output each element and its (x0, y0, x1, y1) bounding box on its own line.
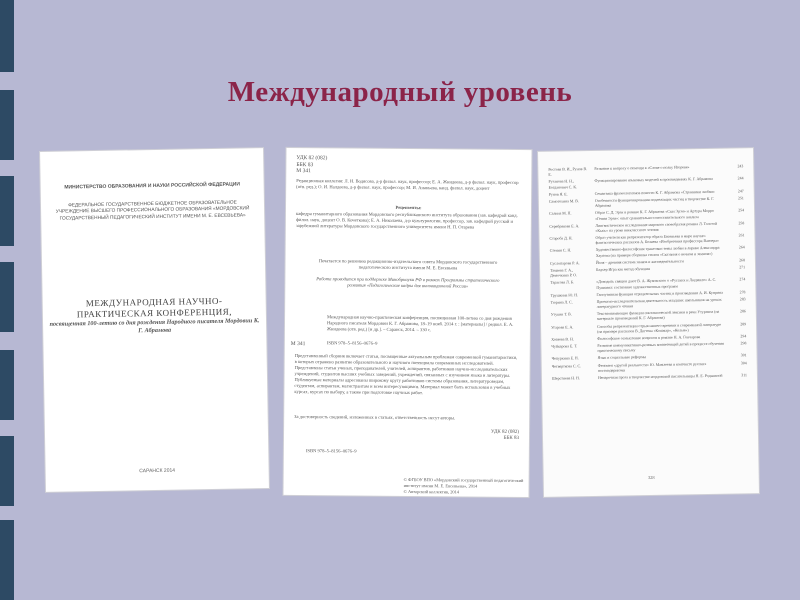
page-ref: 304 (740, 360, 747, 365)
author-name: Утукин Т. В. (550, 312, 572, 317)
contents-row (548, 164, 743, 178)
editorial-board: Редакционная коллегия: Л. Н. Водясова, д-р филол. наук, профессор; Е. А. Жиндеева, д-р филол. наук, профессор (отв. ред.); О. И. Налдеева, д-р филол. наук, профессор; М. И. Ананьева, канд. филол. наук, доцент (296, 178, 519, 191)
article-title: Образ С. Д. Эрзи в романе К. Г. Абрамова «Сын Эрзи» и Артура Морро «Гении Эрзи»: опыт сравнительно-сопоставительного анализа (595, 209, 714, 221)
article-title: Художественно-философские трактовки темы любви в лирике Александра Хаупова (на примере сборника стихов «Сказания о вечном и земном») (595, 246, 720, 258)
author-name: Суслопарова Р. А. (549, 261, 580, 266)
author-name: Самотохина М. В. (548, 199, 579, 204)
side-tab (0, 0, 14, 72)
article-title: Образ учителя как репрезентатор образа Евсевьева в мире научно-фантастических рассказов А. Беляева «Изобретения профессора Вагнера» (595, 234, 719, 246)
author-name: Четверткова С. С. (551, 363, 582, 369)
page-ref: 264 (738, 245, 745, 250)
page-ref: 251 (737, 196, 744, 201)
page-ref: 271 (739, 265, 746, 270)
conference-title: МЕЖДУНАРОДНАЯ НАУЧНО-ПРАКТИЧЕСКАЯ КОНФЕРЕНЦИЯ, (76, 295, 233, 320)
publication-city-year: САРАНСК 2014 (139, 467, 176, 475)
document-contents-page (538, 148, 759, 497)
publication-note: Печатается по решению редакционно-издательского совета Мордовского государственного педагогического института имени М. Е. Евсевьева (318, 258, 498, 271)
side-tab (0, 350, 14, 420)
page-ref: 283 (739, 297, 746, 302)
author-name: Хотяева В. Н. (551, 337, 574, 342)
reviewers-label: Рецензенты: (395, 204, 422, 211)
contents-table (548, 164, 747, 383)
ministry-header: МИНИСТЕРСТВО ОБРАЗОВАНИЯ И НАУКИ РОССИЙСКОЙ ФЕДЕРАЦИИ (64, 181, 240, 191)
article-title: Развитие коммуникативно-речевых компетенций детей в процессе обучения практическому письму (597, 341, 724, 354)
author-name: Рунов Я. Е. (548, 192, 568, 197)
page-ref: 278 (739, 290, 746, 295)
page-ref: 274 (739, 277, 746, 282)
copyright (404, 477, 529, 495)
side-tab (0, 520, 14, 600)
article-title: Проектно-исследовательская деятельность младших школьников на уроках литературного чтения (596, 297, 722, 309)
contents-row (548, 177, 743, 191)
article-title: Феномен «другой реальности» Ю. Мамлеева в контексте русских постмодернизма (597, 361, 707, 373)
author-name: Салина М. П. (549, 211, 572, 216)
article-title: Йоля – древняя система знаков и жизнедеятельности (595, 259, 684, 265)
side-tab (0, 436, 14, 506)
article-title: «Доводить священ дают В. А. Жуковского о «Русских и Людмиле» А. С. Пушкина: состязание художественных программ (596, 278, 717, 290)
classification-codes (296, 155, 327, 175)
copyright-institute: © ФГБОУ ВПО «Мордовский государственный педагогический институт имени М. Е. Евсевьева», 2014 (403, 476, 524, 489)
page-ref: 286 (739, 309, 746, 314)
article-title: Особенности функционирования подлежащих частиц в творчестве К. Г. Абрамова (594, 196, 715, 209)
slide-title: Международный уровень (227, 76, 573, 108)
author-name: Шерстнева Н. Н. (551, 376, 580, 381)
article-title: Ганнутивная функция отрицательных частиц в произведении А. И. Куприна (596, 290, 723, 297)
author-name: Тамаева Г. А., Демочкина Р. О. (550, 268, 578, 278)
article-title: Язык и социальные реформы (597, 355, 647, 361)
author-name: Тюрина Л. С. (550, 300, 573, 305)
classification-codes-2 (491, 430, 519, 442)
side-tab (0, 262, 14, 332)
author-name: Чуйкарова Е. Т. (551, 344, 578, 349)
article-title: Текстпонимающие функции синтаксической лексики в речи Утургина (на материале произведений К. Г. Абрамова) (596, 309, 720, 322)
bbk-code-2: ББК 83 (503, 435, 520, 441)
article-title: Философское осмысление вопросов в романе Н. А. Гончарова (597, 335, 701, 341)
page-ref: 301 (740, 353, 747, 358)
author-name: Рузанова Н. Н., Богданович С. К. (548, 179, 577, 190)
article-title: Функционирование языковых моделей в произведениях К. Г. Абрамова (594, 177, 713, 184)
page-ref: 258 (738, 220, 745, 226)
author-name: Ростова В. И., Рунов В. Е. (548, 167, 588, 178)
institution-name: ФЕДЕРАЛЬНОЕ ГОСУДАРСТВЕННОЕ БЮДЖЕТНОЕ ОБРАЗОВАТЕЛЬНОЕ УЧРЕЖДЕНИЕ ВЫСШЕГО ПРОФЕССИОНАЛЬНОГО ОБРАЗОВАНИЯ «МОРДОВСКИЙ ГОСУДАРСТВЕННЫЙ ПЕДАГОГИЧЕСКИЙ ИНСТИТУТ ИМЕНИ М. Е. ЕВСЕВЬЕВА» (55, 200, 250, 222)
author-name: Трушкина Ю. Н. (550, 292, 579, 298)
author-name: Угарова Е. А. (551, 324, 574, 330)
isbn-2: ISBN 978–5–8156–0676–9 (305, 448, 357, 454)
page-ref: 289 (740, 321, 747, 326)
page-ref: 298 (740, 341, 747, 346)
bbk-code: ББК 83 (296, 161, 314, 168)
page-ref: 247 (737, 189, 744, 194)
isbn: ISBN 978–5–8156–0676–9 (326, 340, 378, 346)
program-note: Работа проводится при поддержке Минобрнауки РФ в рамках Программы стратегического развития «Педагогические кадры для инновационной России» (316, 276, 500, 289)
page-ref: 261 (738, 233, 745, 238)
article-title: Способы репрезентации отрыв нашего времени в современной литературе (на примере рассказов В. Дегтева «Кошмар», «Колые») (597, 322, 721, 334)
article-title: Ненарочная проза в творчестве мордовской писательницы Н. Е. Родькиной (597, 373, 723, 380)
article-title: Бадхер Игра как метод обучения (596, 266, 650, 272)
article-title: Лингвистическое исследование мирового своеобразия романа Л. Толстой «Кысь» на уроке внеклассного чтения (595, 221, 718, 233)
responsibility-note: За достоверность сведений, изложенных в статьях, ответственность несут авторы. (294, 414, 456, 421)
author-name: Староба Д. Н. (549, 236, 573, 241)
author-name: Тарасова Л. Б. (550, 280, 574, 286)
page-ref: 254 (738, 208, 745, 213)
side-tab (0, 176, 14, 246)
citation: Международная научно-практическая конференция, посвященная 100-летию со дня рождения Народного писателя Мордовии К. Г. Абрамова, 18–19 нояб. 2014 г. : [материалы] / редкол. Е. А. Жиндеева (отв. ред.) [и др.]. – Саранск, 2014. – 330 с. (326, 314, 514, 333)
copyright-authors: © Авторский коллектив, 2014 (403, 488, 460, 495)
book-code-2: М 341 (290, 340, 306, 348)
udk-code-2: УДК 82 (082) (490, 429, 520, 435)
document-title-page (40, 148, 269, 492)
page-ref: 244 (737, 176, 744, 181)
article-title: Семантика фразеологизмов повести К. Г. Абрамова «Странники любви» (594, 189, 715, 196)
abstract: Представленный сборник включает статьи, посвященные актуальным проблемам современной гуманитаристики, в которых отражено развитие образовательного и научного потенциала современных исследователей. Представлены статьи ученых, преподавателей, учителей, аспирантов, работников научно-исследовательских учреждений, студентов высших учебных заведений, учреждений, связанных с изучением языка и литературы. Публикуемые материалы адресованы широкому кругу работников системы образования, литературоведам, студентам, аспирантам, магистрантам и всем интересующимся. Материал может быть использован в учебных курсах, курсах по выбору, а также при подготовке научных работ. (294, 353, 518, 396)
author-name: Серебрякова Е. А. (549, 223, 580, 229)
contents-row (550, 278, 745, 292)
page-ref: 268 (739, 258, 745, 263)
contents-row (552, 373, 747, 382)
page-ref: 311 (741, 373, 747, 378)
document-imprint-page (283, 148, 531, 497)
page-ref: 243 (737, 164, 744, 169)
article-title: Развитие к вопросу о помощи в «Слове о полку Игореве» (594, 165, 690, 171)
book-code: М 341 (296, 168, 311, 175)
page-number: 328 (647, 474, 655, 481)
author-name: Чепуркина Е. Н. (551, 356, 579, 362)
conference-subtitle: посвященная 100-летию со дня рождения Народного писателя Мордовии К. Г. Абрамова (49, 317, 260, 335)
contents-row (550, 265, 745, 279)
reviewers: кафедра гуманитарного образования Мордовского республиканского института образования (зав. кафедрой канд. филол. наук, доцент О. В. Кочеткова); Е. А. Николаева, д-р культурологии, профессор, зав. кафедрой русской и зарубежной литературы Мордовского государственного университета имени Н. П. Огарева (295, 211, 518, 230)
page-ref: 294 (740, 334, 747, 339)
author-name: Стенин С. Н. (549, 248, 572, 254)
udk-code: УДК 82 (082) (296, 155, 328, 162)
